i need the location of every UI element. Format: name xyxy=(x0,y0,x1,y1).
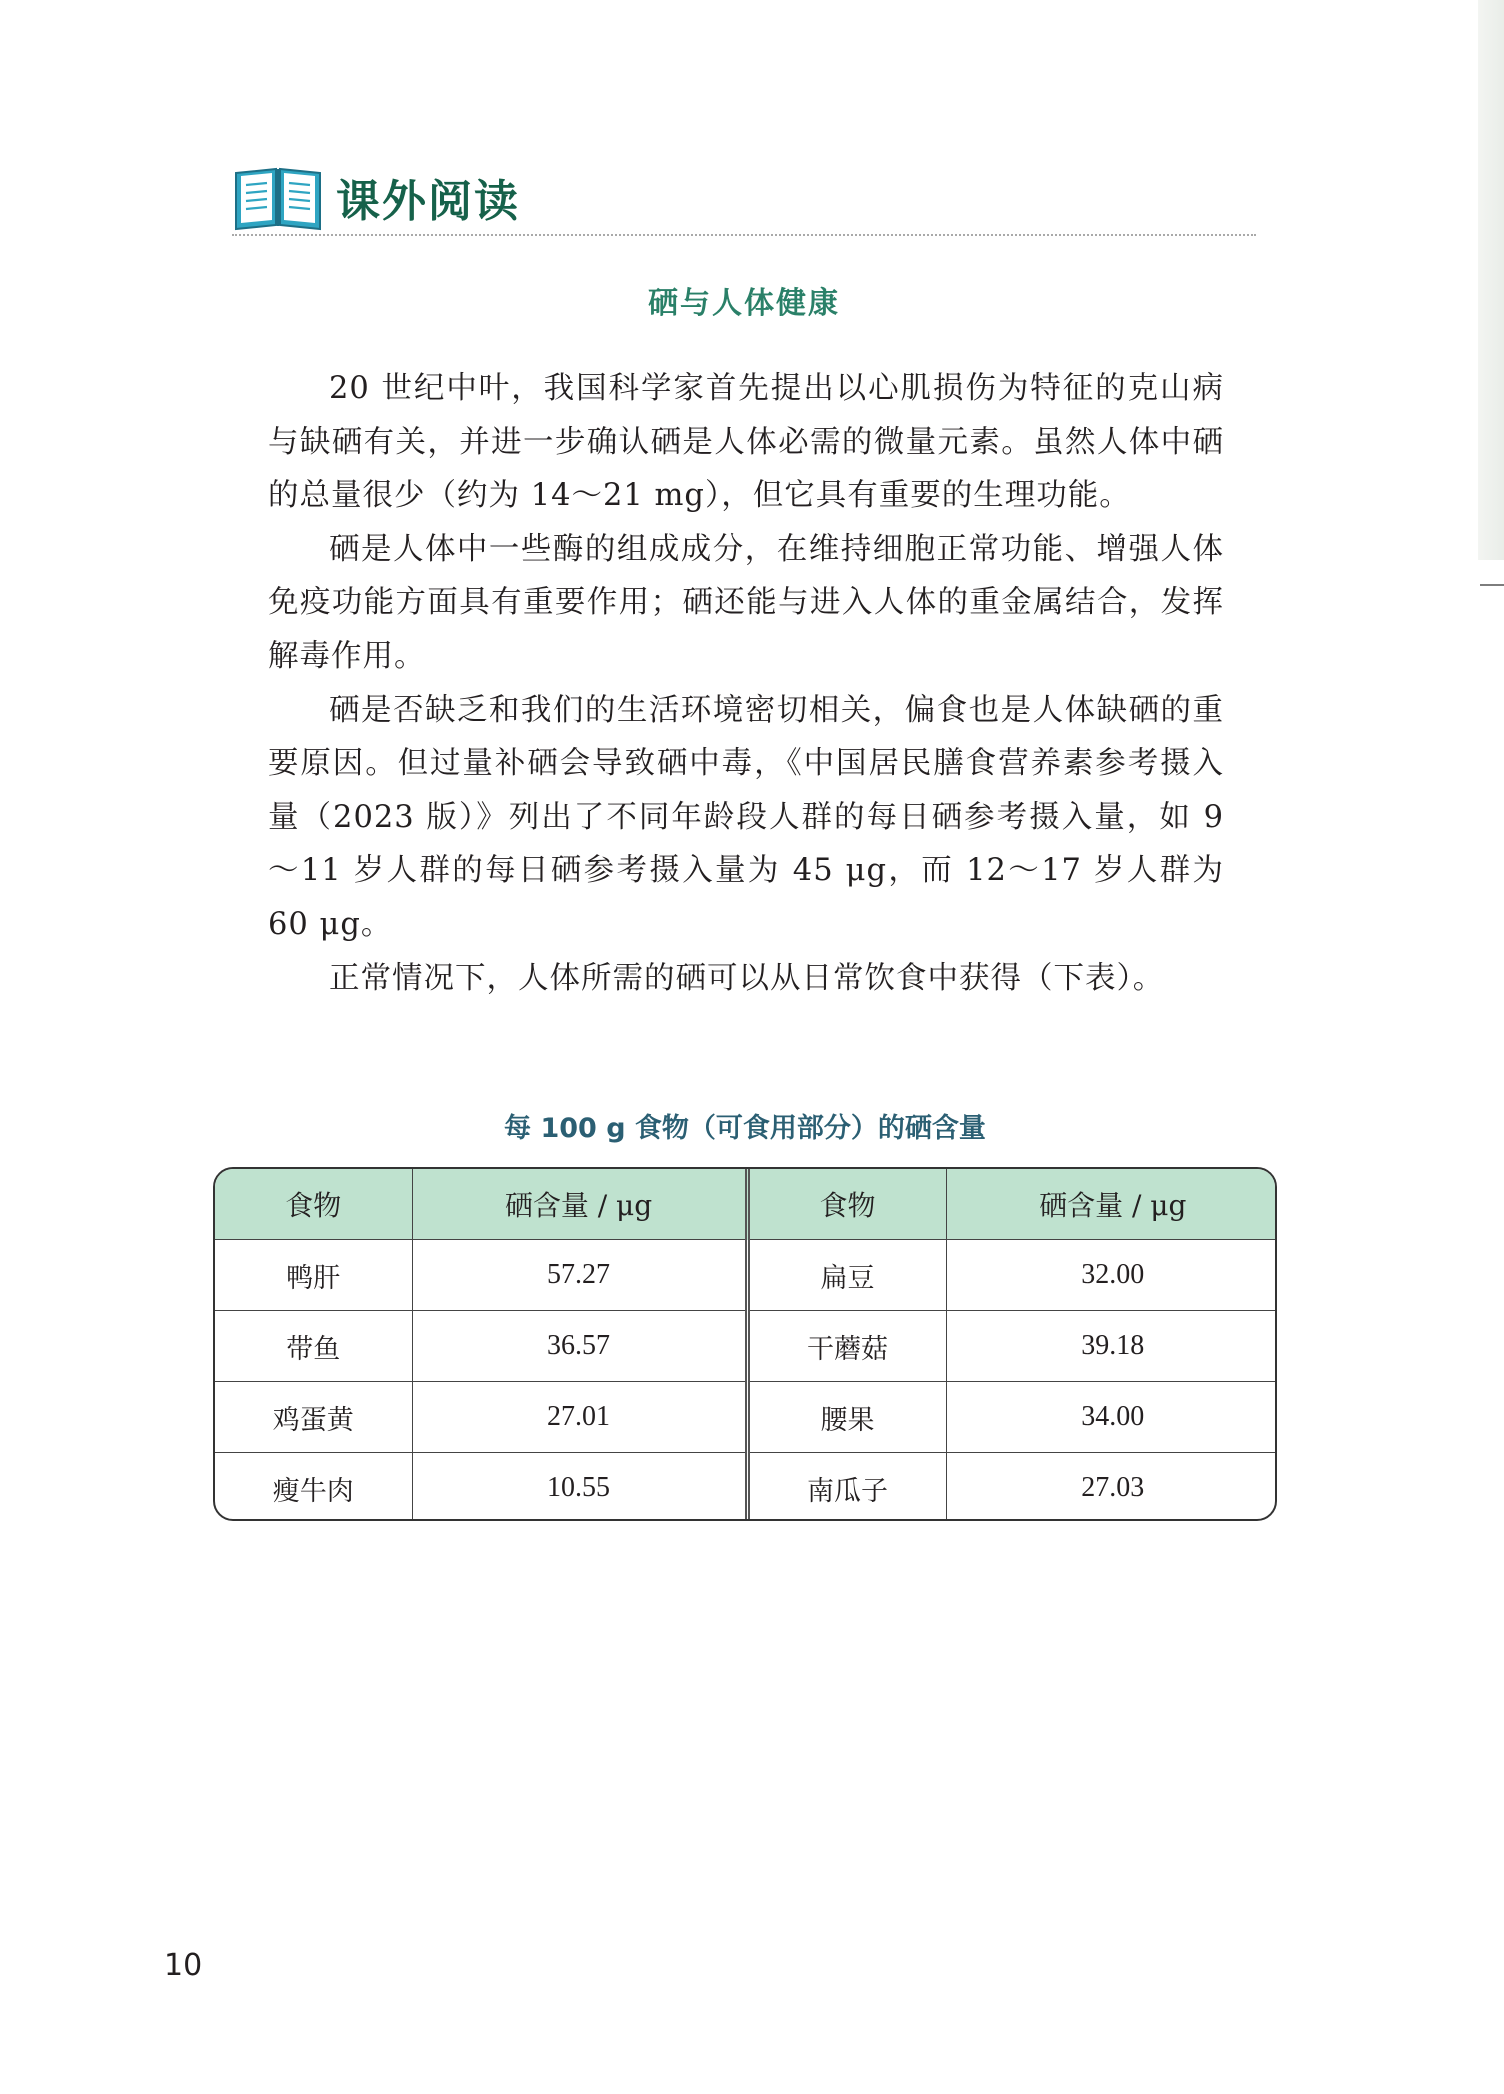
selenium-table xyxy=(213,1167,1277,1521)
table-caption: 每 100 g 食物（可食用部分）的硒含量 xyxy=(504,1113,986,1144)
open-book-icon xyxy=(232,163,324,231)
paragraph: 正常情况下，人体所需的硒可以从日常饮食中获得（下表）。 xyxy=(329,960,1165,996)
page-edge-mark xyxy=(1480,584,1504,586)
food-cell: 瘦牛肉 xyxy=(215,1453,412,1522)
article-body xyxy=(268,362,1224,1005)
food-cell: 鸡蛋黄 xyxy=(215,1382,412,1453)
food-cell: 鸭肝 xyxy=(215,1240,412,1311)
paragraph: 硒是人体中一些酶的组成成分，在维持细胞正常功能、增强人体免疫功能方面具有重要作用；硒还能与进入人体的重金属结合，发挥解毒作用。 xyxy=(268,531,1224,674)
article-title: 硒与人体健康 xyxy=(648,286,840,321)
table-row xyxy=(215,1453,1277,1522)
value-cell: 32.00 xyxy=(946,1240,1277,1311)
table-row xyxy=(215,1382,1277,1453)
table-row xyxy=(215,1240,1277,1311)
page-edge-strip xyxy=(1478,0,1504,560)
section-title: 课外阅读 xyxy=(336,176,520,227)
paragraph: 20 世纪中叶，我国科学家首先提出以心肌损伤为特征的克山病与缺硒有关，并进一步确认硒是人体必需的微量元素。虽然人体中硒的总量很少（约为 14～21 mg），但它具有重要的生理功能。 xyxy=(268,371,1224,514)
value-cell: 36.57 xyxy=(412,1311,747,1382)
header-food: 食物 xyxy=(747,1169,946,1240)
header-divider xyxy=(232,234,1256,236)
value-cell: 10.55 xyxy=(412,1453,747,1522)
food-cell: 南瓜子 xyxy=(747,1453,946,1522)
food-cell: 腰果 xyxy=(747,1382,946,1453)
food-cell: 扁豆 xyxy=(747,1240,946,1311)
value-cell: 39.18 xyxy=(946,1311,1277,1382)
header-selenium: 硒含量 / μg xyxy=(412,1169,747,1240)
table-row xyxy=(215,1311,1277,1382)
food-cell: 干蘑菇 xyxy=(747,1311,946,1382)
table-header-row xyxy=(215,1169,1277,1240)
page-number: 10 xyxy=(164,1948,203,1983)
value-cell: 34.00 xyxy=(946,1382,1277,1453)
value-cell: 57.27 xyxy=(412,1240,747,1311)
header-selenium: 硒含量 / μg xyxy=(946,1169,1277,1240)
value-cell: 27.03 xyxy=(946,1453,1277,1522)
food-cell: 带鱼 xyxy=(215,1311,412,1382)
header-food: 食物 xyxy=(215,1169,412,1240)
section-header xyxy=(232,162,520,232)
value-cell: 27.01 xyxy=(412,1382,747,1453)
paragraph: 硒是否缺乏和我们的生活环境密切相关，偏食也是人体缺硒的重要原因。但过量补硒会导致硒中毒，《中国居民膳食营养素参考摄入量（2023 版）》列出了不同年龄段人群的每日硒参考摄入量，如 9～11 岁人群的每日硒参考摄入量为 45 μg，而 12～17 岁人群为 60 μg。 xyxy=(268,692,1224,942)
